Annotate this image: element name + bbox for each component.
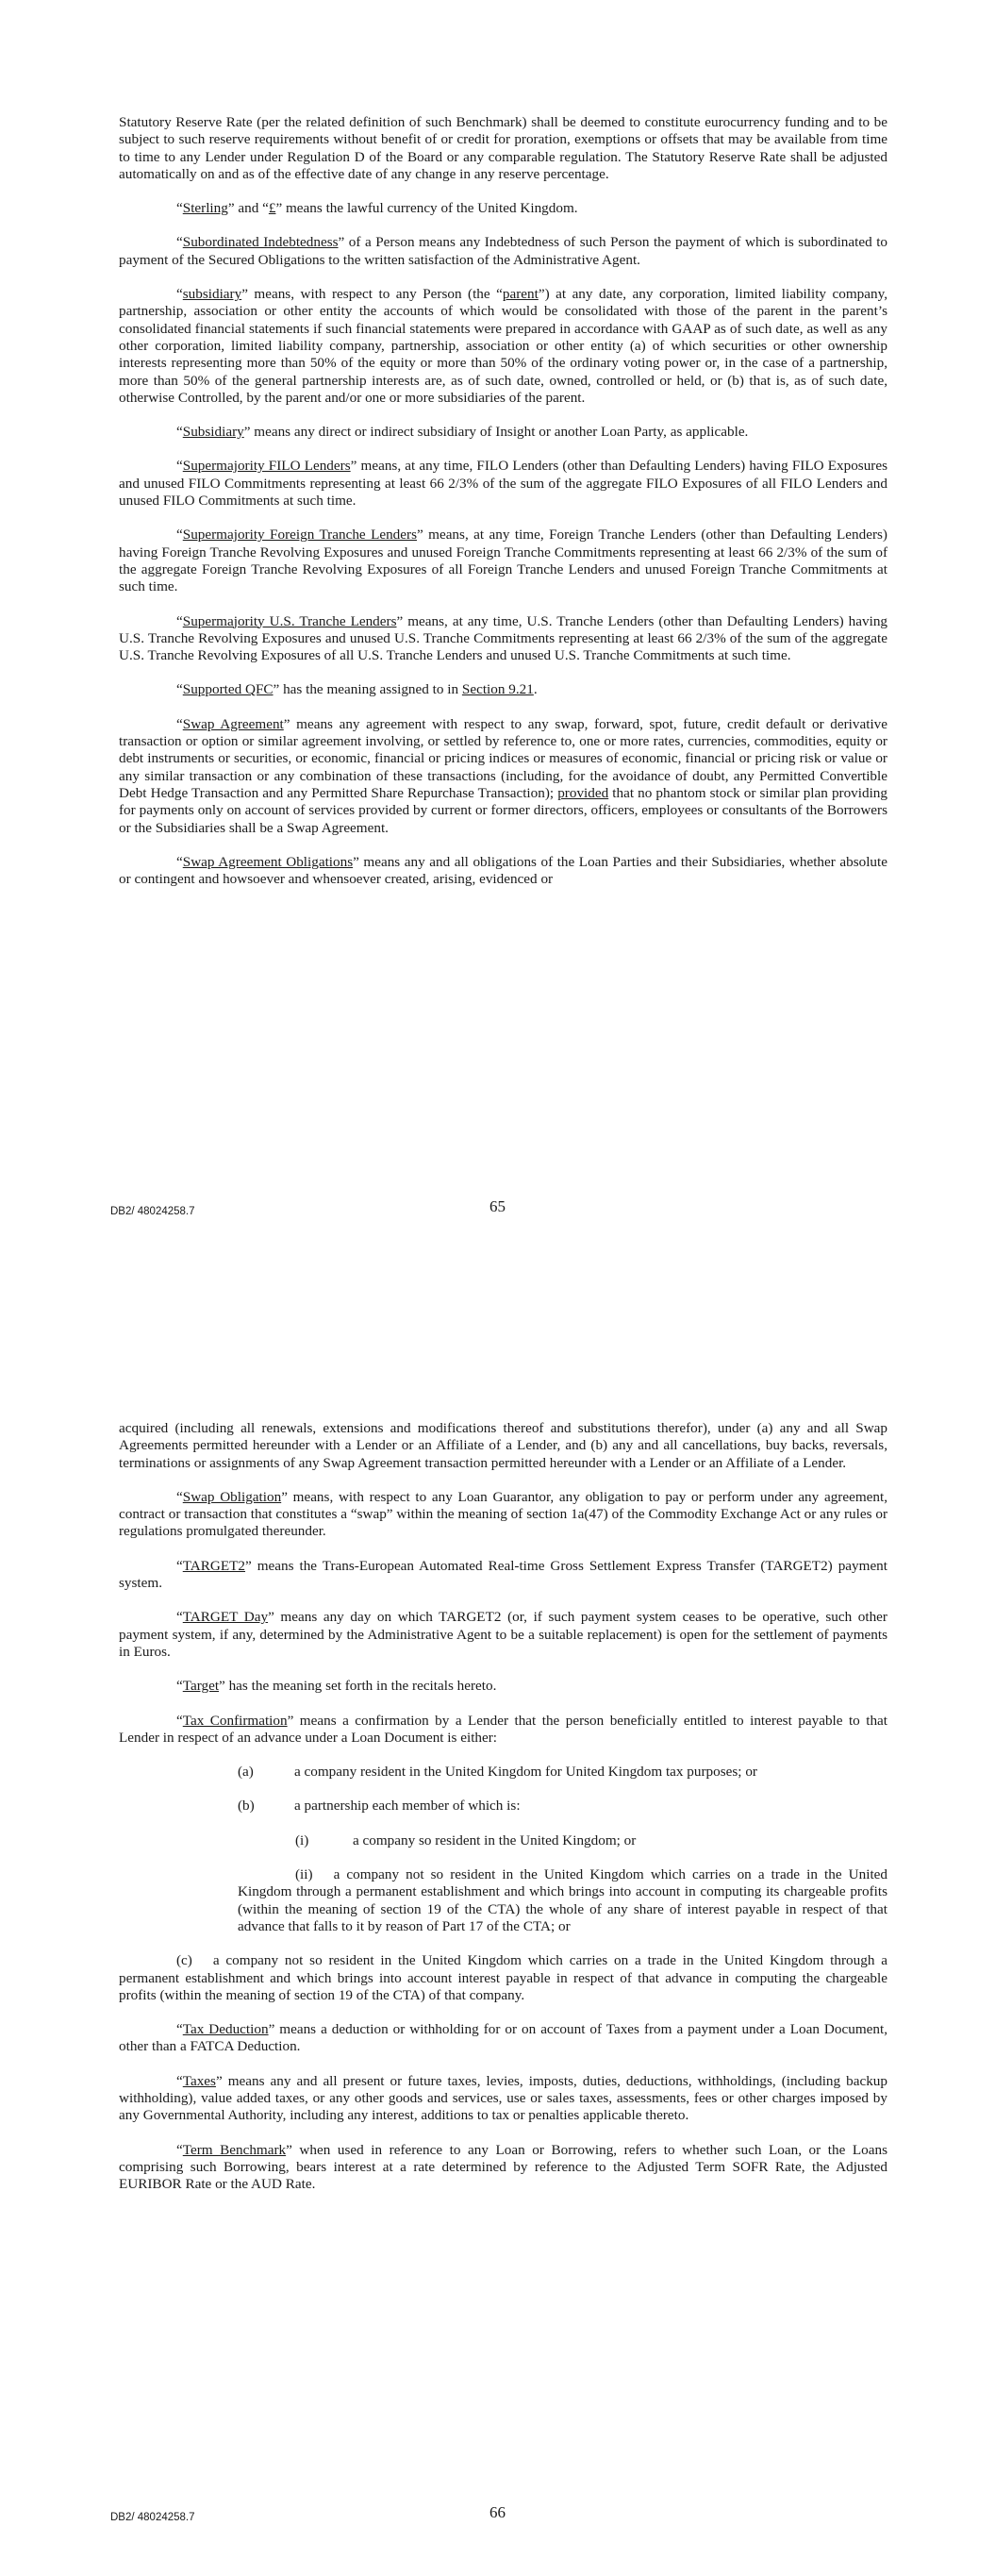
definition-swap-agreement [119, 716, 887, 837]
list-item-c [119, 1952, 887, 2004]
definition-supermajority-us-tranche-lenders [119, 613, 887, 665]
defined-term: Subsidiary [182, 424, 244, 441]
list-item-b [119, 1798, 887, 1815]
defined-term: Swap Agreement [182, 715, 284, 732]
definition-text: ” and “ [227, 200, 269, 217]
definition-text: ”) at any date, any corporation, limited liability company, partnership, association or other entity the accounts of which would be consolidated with those of the parent in the parent’s consolidated financial statements if such financial statements were prepared in accordance with GAAP as of such date, as well as any other corporation, limited liability company, partnership, association or other entity (a) of which securities or other ownership interests representing more than 50% of the equity or more than 50% of the ordinary voting power or, in the case of a partnership, more than 50% of the general partnership interests are, as of such date, owned, controlled or held, or (b) that is, as of such date, otherwise Controlled, by the parent and/or one or more subsidiaries of the parent. [119, 286, 887, 406]
page-number: 65 [489, 1197, 506, 1215]
quote-open: “ [176, 2072, 183, 2089]
quote-open: “ [176, 1609, 183, 1626]
list-text: a company not so resident in the United Kingdom which carries on a trade in the United Kingdom through a permanent establishment and which brings into account interest payable in respect of that advance in computing the chargeable profits (within the meaning of section 19 of the CTA) of that company. [119, 1952, 887, 2003]
quote-open: “ [176, 200, 183, 217]
definition-text: ” means, with respect to any Person (the “ [241, 286, 503, 303]
definition-tax-confirmation [119, 1713, 887, 1748]
definition-text: ” means any agreement with respect to any swap, forward, spot, future, credit default or derivative transaction or option or similar agreement involving, or settled by reference to, one or more rates, currencies, commodities, equity or debt instruments or securities, or economic, financial or pricing indices or measures of economic, financial or pricing risk or value or any similar transaction or any combination of these transactions (including, for the avoidance of doubt, any Permitted Convertible Debt Hedge Transaction and any Permitted Share Repurchase Transaction); [119, 715, 887, 801]
definition-text: ” means the Trans-European Automated Real-time Gross Settlement Express Transfer (TARGET2) payment system. [119, 1557, 887, 1592]
quote-open: “ [176, 1678, 183, 1695]
definition-text: ” means, at any time, Foreign Tranche Lenders (other than Defaulting Lenders) having Foreign Tranche Revolving Exposures and unused Foreign Tranche Commitments representing at least 66 2/3% of the sum of the aggregate Foreign Tranche Revolving Exposures of all Foreign Tranche Lenders and unused Foreign Tranche Commitments at such time. [119, 527, 887, 595]
list-label: (c) [176, 1952, 192, 1969]
definition-text: ” means any direct or indirect subsidiary of Insight or another Loan Party, as applicable. [243, 424, 749, 441]
list-label: (a) [238, 1764, 254, 1781]
defined-term: Supported QFC [182, 681, 274, 698]
list-item-ii [119, 1866, 887, 1935]
list-label: (i) [295, 1832, 309, 1848]
list-item-a [119, 1764, 887, 1781]
definition-text: ” means any and all present or future taxes, levies, imposts, duties, deductions, withholdings, (including backup withholding), value added taxes, or any other goods and services, use or sales taxes, assessments, fees or other charges imposed by any Governmental Authority, including any interest, additions to tax or penalties applicable thereto. [119, 2072, 887, 2124]
quote-open: “ [176, 2021, 183, 2038]
defined-term: Swap Agreement Obligations [182, 853, 354, 870]
definition-text: ” when used in reference to any Loan or Borrowing, refers to whether such Loan, or the Loans comprising such Borrowing, bears interest at a rate determined by reference to the Adjusted Term SOFR Rate, the Adjusted EURIBOR Rate or the AUD Rate. [119, 2141, 887, 2193]
definition-text: ” means any day on which TARGET2 (or, if such payment system ceases to be operative, such other payment system, if any, determined by the Administrative Agent to be a suitable replacement) is open for the settlement of payments in Euros. [119, 1609, 887, 1660]
defined-term: Taxes [182, 2072, 216, 2089]
defined-term: parent [502, 286, 539, 303]
definition-text: that no phantom stock or similar plan providing for payments only on account of services provided by current or former directors, officers, employees or consultants of the Borrowers or the Subsidiaries shall be a Swap Agreement. [119, 784, 887, 836]
defined-term: Swap Obligation [182, 1488, 282, 1505]
definition-subordinated-indebtedness [119, 234, 887, 269]
definition-text: . [533, 681, 538, 698]
defined-term: Supermajority U.S. Tranche Lenders [182, 612, 397, 629]
defined-term: Supermajority Foreign Tranche Lenders [182, 527, 417, 544]
definition-text: ” means, at any time, U.S. Tranche Lenders (other than Defaulting Lenders) having U.S. Tranche Revolving Exposures and unused U.S. Tranche Commitments representing at least 66 2/3% of the sum of the aggregate U.S. Tranche Revolving Exposures of all U.S. Tranche Lenders and unused U.S. Tranche Commitments at such time. [119, 612, 888, 664]
defined-term: TARGET2 [182, 1557, 246, 1574]
quote-open: “ [176, 1488, 183, 1505]
definition-target-day [119, 1609, 887, 1661]
paragraph-text: Statutory Reserve Rate (per the related definition of such Benchmark) shall be deemed to constitute eurocurrency funding and to be subject to such reserve requirements without benefit of or credit for proration, exemptions or offsets that may be available from time to time to any Lender under Regulation D of the Board or any comparable regulation. The Statutory Reserve Rate shall be adjusted automatically on and as of the effective date of any change in any reserve percentage. [119, 114, 887, 182]
definition-text: ” has the meaning assigned to in [273, 681, 462, 698]
quote-open: “ [176, 424, 183, 441]
definition-supermajority-filo-lenders [119, 458, 887, 510]
defined-term: £ [268, 200, 276, 217]
defined-term: Term Benchmark [182, 2141, 287, 2158]
quote-open: “ [176, 527, 183, 544]
defined-term: TARGET Day [182, 1609, 269, 1626]
quote-open: “ [176, 681, 183, 698]
defined-term: subsidiary [182, 286, 242, 303]
definition-tax-deduction [119, 2021, 887, 2056]
proviso-word: provided [557, 784, 609, 801]
list-text: a company resident in the United Kingdom for United Kingdom tax purposes; or [294, 1764, 757, 1781]
quote-open: “ [176, 2141, 183, 2158]
definition-text: ” of a Person means any Indebtedness of such Person the payment of which is subordinated to payment of the Secured Obligations to the written satisfaction of the Administrative Agent. [119, 234, 888, 268]
quote-open: “ [176, 458, 183, 475]
quote-open: “ [176, 612, 183, 629]
section-reference: Section 9.21 [461, 681, 534, 698]
list-label: (b) [238, 1798, 255, 1815]
defined-term: Target [182, 1678, 220, 1695]
definition-target2 [119, 1558, 887, 1593]
paragraph-statutory-reserve-cont [119, 114, 887, 183]
definition-term-benchmark [119, 2142, 887, 2194]
definition-text: ” means a deduction or withholding for or on account of Taxes from a payment under a Loan Document, other than a FATCA Deduction. [119, 2021, 887, 2055]
definition-taxes [119, 2073, 887, 2125]
defined-term: Subordinated Indebtedness [182, 234, 339, 251]
paragraph-text: acquired (including all renewals, extensions and modifications thereof and substitutions therefor), under (a) any and all Swap Agreements permitted hereunder with a Lender or an Affiliate of a Lender, and (b) any and all cancellations, buy backs, reversals, terminations or assignments of any Swap Agreement transaction permitted hereunder with a Lender or an Affiliate of a Lender. [119, 1420, 887, 1471]
definition-supermajority-foreign-tranche-lenders [119, 527, 887, 595]
quote-open: “ [176, 853, 183, 870]
quote-open: “ [176, 715, 183, 732]
definition-sterling [119, 200, 887, 217]
page-number: 66 [489, 2503, 506, 2521]
list-item-i [119, 1832, 887, 1849]
definition-text: ” means, at any time, FILO Lenders (other than Defaulting Lenders) having FILO Exposures and unused FILO Commitments representing at least 66 2/3% of the sum of the aggregate FILO Exposures of all FILO Lenders and unused FILO Commitments at such time. [119, 458, 887, 510]
definition-target [119, 1678, 887, 1695]
definition-subsidiary [119, 424, 887, 441]
quote-open: “ [176, 1557, 183, 1574]
paragraph-swap-agreement-obligations-cont [119, 1420, 887, 1472]
page-content [119, 114, 887, 905]
page-content [119, 1420, 887, 2211]
definition-text: ” means any and all obligations of the Loan Parties and their Subsidiaries, whether absolute or contingent and howsoever and whensoever created, arising, evidenced or [119, 853, 887, 888]
definition-swap-agreement-obligations [119, 854, 887, 889]
list-label: (ii) [295, 1866, 313, 1883]
definition-supported-qfc [119, 681, 887, 698]
quote-open: “ [176, 234, 183, 251]
list-text: a partnership each member of which is: [294, 1798, 521, 1815]
quote-open: “ [176, 1712, 183, 1729]
definition-text: ” has the meaning set forth in the recitals hereto. [219, 1678, 497, 1695]
document-id-footer: DB2/ 48024258.7 [110, 1206, 195, 1217]
definition-text: ” means a confirmation by a Lender that the person beneficially entitled to interest payable to that Lender in respect of an advance under a Loan Document is either: [119, 1712, 888, 1746]
defined-term: Tax Deduction [182, 2021, 269, 2038]
definition-swap-obligation [119, 1489, 887, 1541]
definition-text: ” means, with respect to any Loan Guarantor, any obligation to pay or perform under any agreement, contract or transaction that constitutes a “swap” within the meaning of section 1a(47) of the Commodity Exchange Act or any rules or regulations promulgated thereunder. [119, 1488, 887, 1540]
definition-subsidiary-lower [119, 286, 887, 407]
list-text: a company not so resident in the United Kingdom which carries on a trade in the United Kingdom through a permanent establishment and which brings into account in computing its chargeable profits (within the meaning of section 19 of the CTA) the whole of any share of interest payable in respect of that advance that falls to it by reason of Part 17 of the CTA; or [238, 1866, 887, 1934]
document-page-66 [0, 1359, 995, 2576]
list-text: a company so resident in the United Kingdom; or [353, 1832, 637, 1848]
defined-term: Sterling [182, 200, 228, 217]
defined-term: Tax Confirmation [182, 1712, 288, 1729]
document-id-footer: DB2/ 48024258.7 [110, 2512, 195, 2523]
quote-open: “ [176, 286, 183, 303]
definition-text: ” means the lawful currency of the United Kingdom. [275, 200, 578, 217]
document-page-65 [0, 0, 995, 1246]
defined-term: Supermajority FILO Lenders [182, 458, 351, 475]
